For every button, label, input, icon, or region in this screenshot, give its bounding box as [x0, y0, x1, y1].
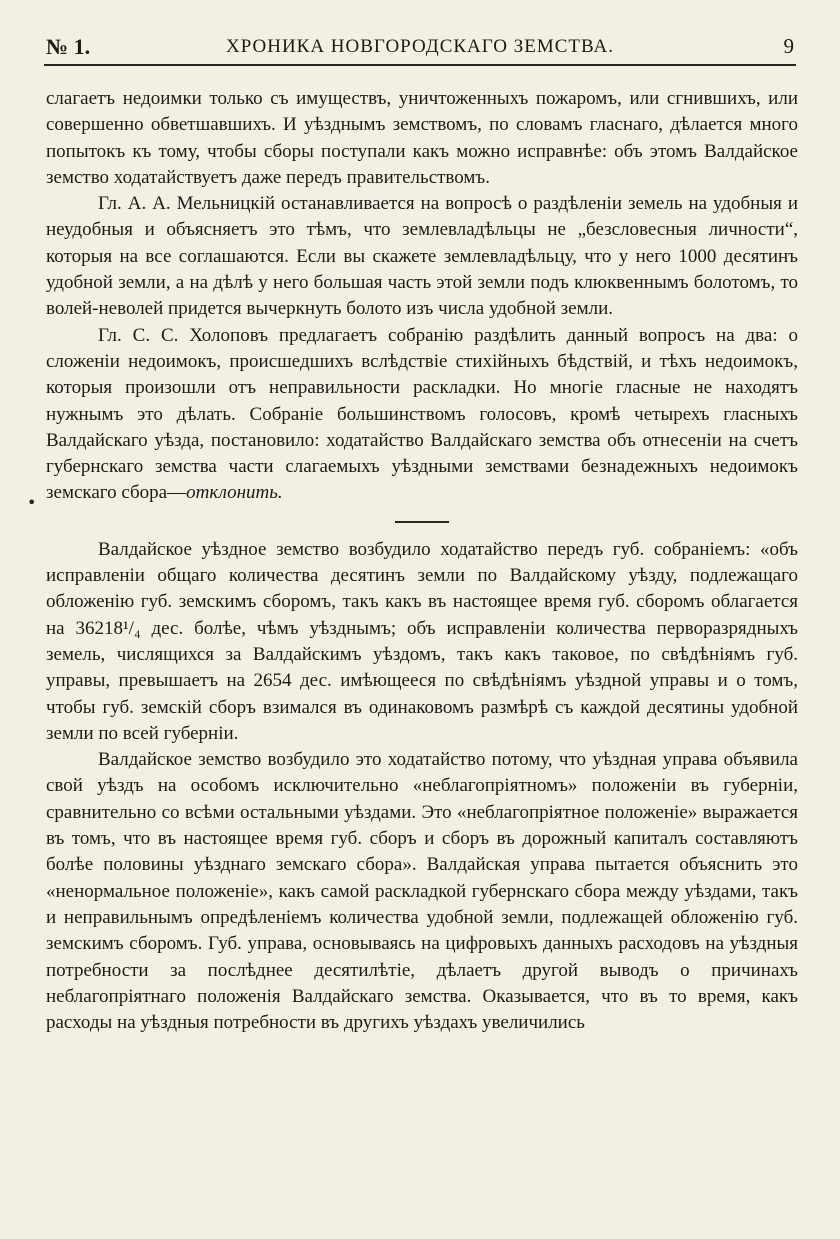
margin-mark: • [27, 493, 37, 512]
section-separator [395, 521, 449, 523]
paragraph: Валдайское уѣздное земство возбудило ходатайство передъ губ. собраніемъ: «объ исправленіи общаго количества десятинъ земли по Валдайскому уѣзду, подлежащаго обложенію губ. земскимъ сборомъ, такъ какъ въ настоящее время губ. сборомъ облагается на 36218¹/₄ дес. болѣе, чѣмъ уѣзднымъ; объ исправленіи количества перворазрядныхъ земель, числящихся за Валдайскимъ уѣздомъ, такъ какъ таковое, по свѣдѣніямъ губ. управы, превышаетъ на 2654 дес. имѣющееся по свѣдѣніямъ уѣздной управы и о томъ, чтобы губ. земскій сборъ взимался въ одинаковомъ размѣрѣ съ каждой десятины удобной земли по всей губерніи. [46, 538, 798, 744]
paragraph-text: Гл. С. С. Холоповъ предлагаетъ собранію раздѣлить данный вопросъ на два: о сложеніи недоимокъ, происшедшихъ вслѣдствіе стихійныхъ бѣдствій, и тѣхъ недоимокъ, которыя произошли отъ неправильности раскладки. Но многіе гласные не находятъ нужнымъ это дѣлать. Собраніе большинствомъ голосовъ, кромѣ четырехъ гласныхъ Валдайскаго уѣзда, постановило: ходатайство Валдайскаго земства объ отнесеніи на счетъ губернскаго земства части слагаемыхъ уѣздными земствами безнадежныхъ недоимокъ земскаго сбора— [46, 324, 798, 504]
paragraph: слагаетъ недоимки только съ имуществъ, уничтоженныхъ пожаромъ, или сгнившихъ, или совершенно обветшавшихъ. И уѣзднымъ земствомъ, по словамъ гласнаго, дѣлается много попытокъ къ тому, чтобы сборы поступали какъ можно исправнѣе: объ этомъ Валдайское земство ходатайствуетъ даже передъ правительствомъ. [46, 88, 798, 188]
header-title: ХРОНИКА НОВГОРОДСКАГО ЗЕМСТВА. [225, 36, 614, 57]
issue-number: № 1. [46, 34, 91, 59]
paragraph [46, 323, 798, 507]
page-body [46, 86, 798, 1036]
page-number: 9 [783, 34, 794, 58]
paragraph: Гл. А. А. Мельницкій останавливается на вопросѣ о раздѣленіи земель на удобныя и неудобныя и объясняетъ это тѣмъ, что землевладѣльцы не „безсловесныя личности“, которыя на все соглашаются. Если вы скажете землевладѣльцу, что у него 1000 десятинъ удобной земли, а на дѣлѣ у него большая часть этой земли подъ клюквеннымъ болотомъ, то волей-неволей придется вычеркнуть болото изъ числа удобной земли. [46, 193, 798, 320]
running-header [44, 30, 796, 66]
paragraph: Валдайское земство возбудило это ходатайство потому, что уѣздная управа объявила свой уѣздъ на особомъ исключительно «неблагопріятномъ» положеніи въ губерніи, сравнительно со всѣми остальными уѣздами. Это «неблагопріятное положеніе» выражается въ томъ, что въ настоящее время губ. сборъ и сборъ въ дорожный капиталъ составляютъ болѣе половины уѣзднаго земскаго сбора». Валдайская управа пытается объяснить это «ненормальное положеніе», какъ самой раскладкой губернскаго сбора между уѣздами, такъ и неправильнымъ опредѣленіемъ количества удобной земли, подлежащей обложенію губ. земскимъ сборомъ. Губ. управа, основываясь на цифровыхъ данныхъ расходовъ на уѣздныя потребности за послѣднее десятилѣтіе, дѣлаетъ другой выводъ о причинахъ неблагопріятнаго положенія Валдайскаго земства. Оказывается, что въ то время, какъ расходы на уѣздныя потребности въ другихъ уѣздахъ увеличились [46, 749, 798, 1034]
emphasized-word: отклонить. [186, 482, 283, 504]
